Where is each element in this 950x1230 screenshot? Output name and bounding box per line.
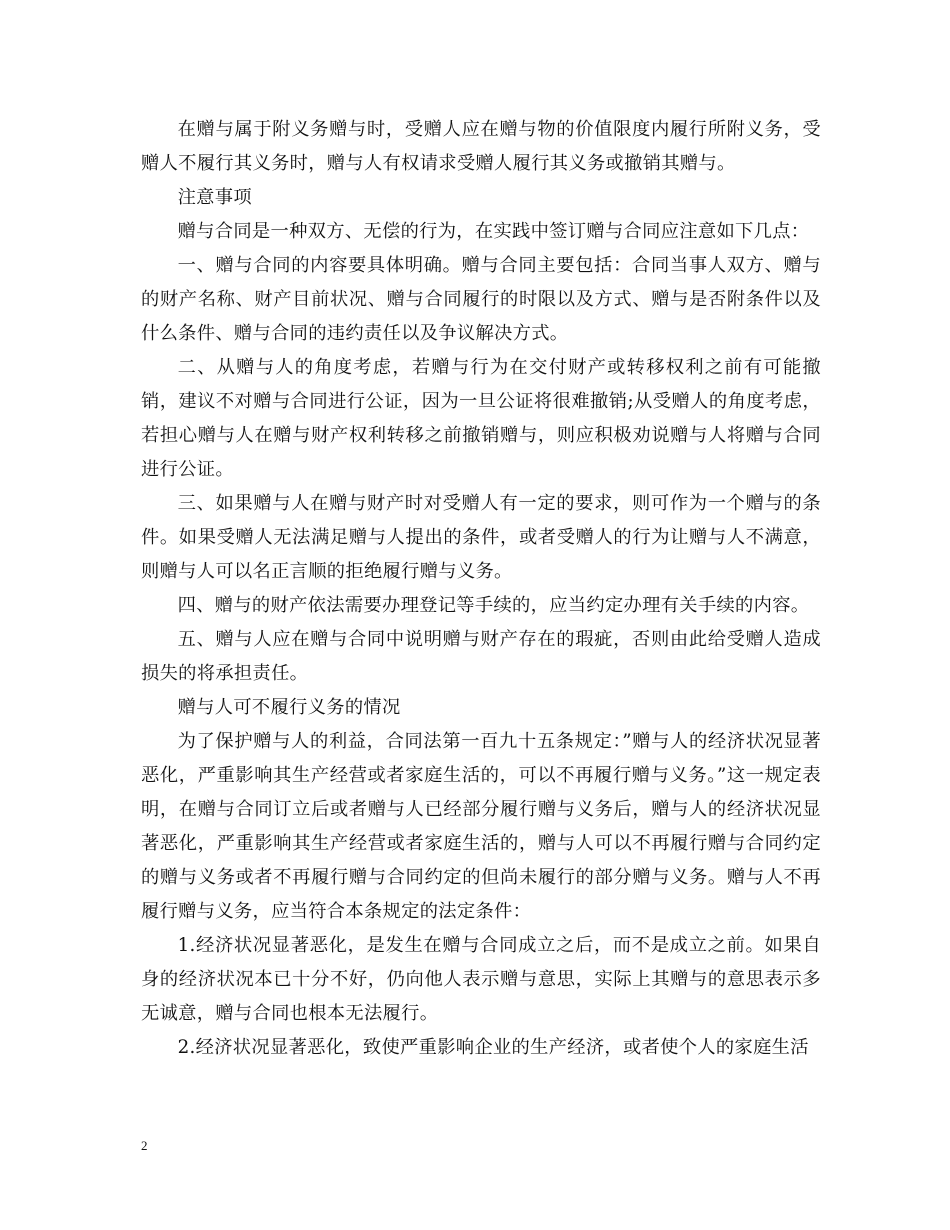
page-number: 2: [141, 1138, 148, 1153]
paragraph: 四、赠与的财产依法需要办理登记等手续的，应当约定办理有关手续的内容。: [177, 595, 810, 616]
section-heading: 赠与人可不履行义务的情况: [177, 697, 401, 718]
paragraph: 在赠与属于附义务赠与时，受赠人应在赠与物的价值限度内履行所附义务，受赠人不履行其义务时，赠与人有权请求受赠人履行其义务或撤销其赠与。: [141, 119, 821, 174]
paragraph: 1.经济状况显著恶化，是发生在赠与合同成立之后，而不是成立之前。如果自身的经济状况本已十分不好，仍向他人表示赠与意思，实际上其赠与的意思表示多无诚意，赠与合同也根本无法履行。: [141, 935, 821, 1024]
paragraph: 二、从赠与人的角度考虑，若赠与行为在交付财产或转移权利之前有可能撤销，建议不对赠与合同进行公证，因为一旦公证将很难撤销;从受赠人的角度考虑，若担心赠与人在赠与财产权利转移之前撤销赠与，则应积极劝说赠与人将赠与合同进行公证。: [141, 357, 821, 480]
document-body: [141, 113, 821, 1065]
paragraph: 2.经济状况显著恶化，致使严重影响企业的生产经济，或者使个人的家庭生活: [177, 1037, 809, 1058]
paragraph: 五、赠与人应在赠与合同中说明赠与财产存在的瑕疵，否则由此给受赠人造成损失的将承担责任。: [141, 629, 821, 684]
section-heading: 注意事项: [177, 187, 252, 208]
paragraph: 为了保护赠与人的利益，合同法第一百九十五条规定：”赠与人的经济状况显著恶化，严重影响其生产经营或者家庭生活的，可以不再履行赠与义务。”这一规定表明，在赠与合同订立后或者赠与人已经部分履行赠与义务后，赠与人的经济状况显著恶化，严重影响其生产经营或者家庭生活的，赠与人可以不再履行赠与合同约定的赠与义务或者不再履行赠与合同约定的但尚未履行的部分赠与义务。赠与人不再履行赠与义务，应当符合本条规定的法定条件：: [141, 731, 821, 922]
paragraph: 一、赠与合同的内容要具体明确。赠与合同主要包括：合同当事人双方、赠与的财产名称、财产目前状况、赠与合同履行的时限以及方式、赠与是否附条件以及什么条件、赠与合同的违约责任以及争议解决方式。: [141, 255, 821, 344]
paragraph: 三、如果赠与人在赠与财产时对受赠人有一定的要求，则可作为一个赠与的条件。如果受赠人无法满足赠与人提出的条件，或者受赠人的行为让赠与人不满意，则赠与人可以名正言顺的拒绝履行赠与义务。: [141, 493, 821, 582]
paragraph: 赠与合同是一种双方、无偿的行为，在实践中签订赠与合同应注意如下几点：: [177, 221, 810, 242]
